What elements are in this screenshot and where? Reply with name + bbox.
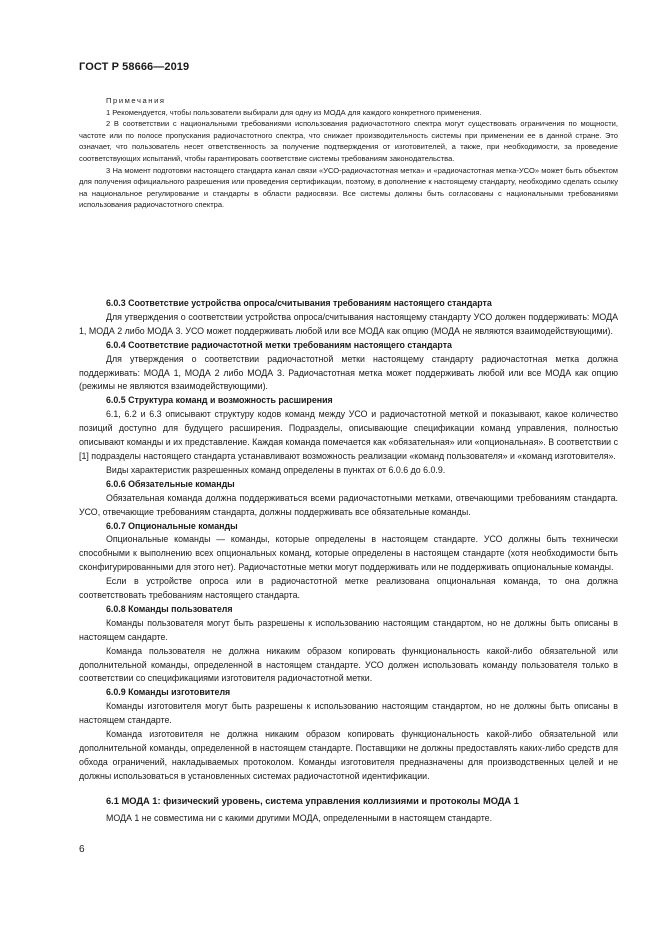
note-item: 1 Рекомендуется, чтобы пользователи выбирали для одну из МОДА для каждого конкретного применения.	[106, 107, 482, 117]
section-heading-6-0-8: 6.0.8 Команды пользователя	[106, 603, 233, 614]
notes-block	[79, 95, 618, 211]
document-header: ГОСТ Р 58666—2019	[79, 61, 190, 73]
section-heading-6-0-5: 6.0.5 Структура команд и возможность расширения	[106, 395, 333, 406]
paragraph: МОДА 1 не совместима ни с какими другими МОДА, определенными в настоящем стандарте.	[106, 812, 493, 823]
paragraph: Команды изготовителя могут быть разрешены к использованию настоящим стандартом, но не должны быть описаны в настоящем стандарте.	[79, 701, 618, 726]
section-heading-6-1: 6.1 МОДА 1: физический уровень, система управления коллизиями и протоколы МОДА 1	[106, 795, 519, 806]
notes-title: Примечания	[106, 96, 166, 105]
section-heading-6-0-7: 6.0.7 Опциональные команды	[106, 520, 238, 531]
section-heading-6-0-9: 6.0.9 Команды изготовителя	[106, 687, 231, 698]
paragraph: Если в устройстве опроса или в радиочастотной метке реализована опциональная команда, то она должна соответствовать требованиям настоящего стандарта.	[79, 576, 618, 601]
paragraph: 6.1, 6.2 и 6.3 описывают структуру кодов команд между УСО и радиочастотной меткой и показывают, какое количество позиций доступно для будущего расширения. Подразделы, описывающие спецификации команд управления, полностью описывают команды и их представление. Каждая команда помечается как «обязательная» или «опциональная». В соответствии с [1] подразделы настоящего стандарта устанавливают возможность реализации «команд пользователя» и «команд изготовителя».	[79, 409, 618, 461]
paragraph: Для утверждения о соответствии устройства опроса/считывания настоящему стандарту УСО должен поддерживать: МОДА 1, МОДА 2 либо МОДА 3. УСО может поддерживать любой или все МОДА как опцию (МОДА не являются взаимодействующими).	[79, 311, 618, 336]
page-number: 6	[79, 844, 85, 855]
paragraph: Команда пользователя не должна никаким образом копировать функциональность какой-либо обязательной или дополнительной команды, определенной в настоящем стандарте. УСО должен использовать команду пользователя только в соответствии со спецификациями изготовителя радиочастотной метки.	[79, 645, 618, 684]
paragraph: Обязательная команда должна поддерживаться всеми радиочастотными метками, отвечающими требованиям стандарта. УСО, отвечающие требованиям стандарта, должны поддерживать все обязательные команды.	[79, 492, 618, 517]
section-heading-6-0-3: 6.0.3 Соответствие устройства опроса/считывания требованиям настоящего стандарта	[106, 298, 492, 308]
paragraph: Для утверждения о соответствии радиочастотной метки настоящему стандарту радиочастотная метка должна поддерживать: МОДА 1, МОДА 2 либо МОДА 3. Радиочастотная метка может поддерживать любой или все МОДА как опцию (режимы не являются взаимодействующими).	[79, 353, 618, 392]
main-content	[79, 297, 618, 826]
paragraph: Команды пользователя могут быть разрешены к использованию настоящим стандартом, но не должны быть описаны в настоящем сандарте.	[79, 617, 618, 642]
note-item: 3 На момент подготовки настоящего стандарта канал связи «УСО-радиочастотная метка» и «радиочастотная метка-УСО» может быть объектом для получения официального разрешения или проведения сертификации, поэтому, в дополнение к настоящему стандарту, необходимо сделать ссылку на национальное регулирование и стандарты в области радиосвязи. Все системы должны быть согласованы с национальными требованиями использования радиочастотного спектра.	[79, 165, 618, 210]
paragraph: Опциональные команды — команды, которые определены в настоящем стандарте. УСО должны быть технически способными к выполнению всех опциональных команд, которые определены в настоящем стандарте (хотя необходимости быть сконфигурированными для этого нет). Радиочастотные метки могут поддерживать или не поддерживать опциональные команды.	[79, 534, 618, 573]
paragraph: Виды характеристик разрешенных команд определены в пунктах от 6.0.6 до 6.0.9.	[106, 464, 446, 475]
section-heading-6-0-6: 6.0.6 Обязательные команды	[106, 478, 235, 489]
section-heading-6-0-4: 6.0.4 Соответствие радиочастотной метки требованиям настоящего стандарта	[106, 339, 452, 350]
note-item: 2 В соответствии с национальными требованиями использования радиочастотного спектра могут существовать ограничения по мощности, частоте или по полосе пропускания радиочастотного спектра, что снижает производительность системы при применении ее в данной стране. Это означает, что пользователь несет ответственность за получение подтверждения от изготовителей, а также, при необходимости, за проведение соответствующих испытаний, чтобы гарантировать соответствие системы требованиям законодательства.	[79, 119, 618, 163]
paragraph: Команда изготовителя не должна никаким образом копировать функциональность какой-либо обязательной или дополнительной команды, определенной в настоящем стандарте. Поставщики не должны предоставлять каких-либо средств для обхода ограничений, накладываемых протоколом. Команды изготовителя предназначены для производственных целей и не должны использоваться в установленных системах радиочастотной идентификации.	[79, 729, 618, 781]
